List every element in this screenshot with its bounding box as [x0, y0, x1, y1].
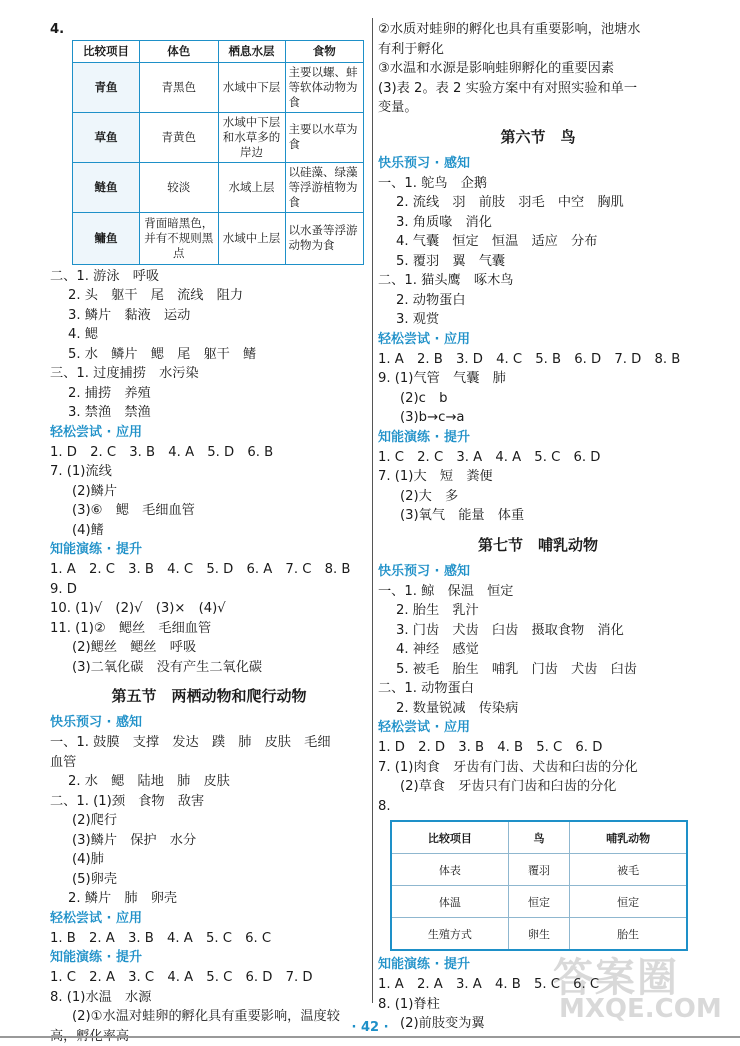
- answer-line: 1. C 2. A 3. C 4. A 5. C 6. D 7. D: [50, 968, 368, 988]
- answer-lines: [378, 738, 698, 816]
- answer-line: 3. 鳞片 黏液 运动: [50, 306, 368, 326]
- answer-line: 7. (1)肉食 牙齿有门齿、犬齿和臼齿的分化: [378, 758, 698, 778]
- answer-line: 9. (1)气管 气囊 肺: [378, 369, 698, 389]
- table-cell: 覆羽: [508, 854, 570, 886]
- table-cell: 主要以螺、蚌等软体动物为食: [285, 62, 364, 112]
- answer-line: 1. B 2. A 3. B 4. A 5. C 6. C: [50, 929, 368, 949]
- answer-line: 8. (1)脊柱: [378, 995, 698, 1015]
- table-cell: 以水蚤等浮游动物为食: [285, 212, 364, 264]
- table-row: [73, 212, 364, 264]
- table-cell: 被毛: [570, 854, 687, 886]
- section-title-birds: 第六节 鸟: [378, 122, 698, 152]
- answer-line: (2)①水温对蛙卵的孵化具有重要影响，温度较: [50, 1007, 368, 1027]
- table-cell: 水域中上层: [218, 212, 285, 264]
- table-cell: 体表: [391, 854, 508, 886]
- answer-line: 2. 流线 羽 前肢 羽毛 中空 胸肌: [378, 193, 698, 213]
- table-header-row: [391, 821, 687, 854]
- answer-line: 二、1. (1)颈 食物 敌害: [50, 792, 368, 812]
- answer-line: 7. (1)大 短 粪便: [378, 467, 698, 487]
- right-column: [378, 0, 698, 1034]
- answer-line: (3)二氧化碳 没有产生二氧化碳: [50, 658, 368, 678]
- bottom-rule: [0, 1036, 740, 1038]
- answer-line: 4. 鳃: [50, 325, 368, 345]
- answer-line: ③水温和水源是影响蛙卵孵化的重要因素: [378, 59, 698, 79]
- table-row: [391, 886, 687, 918]
- answer-line: (3)表 2。表 2 实验方案中有对照实验和单一: [378, 79, 698, 99]
- answer-line: 5. 覆羽 翼 气囊: [378, 252, 698, 272]
- table-cell: 卵生: [508, 918, 570, 951]
- answer-line: 11. (1)② 鳃丝 毛细血管: [50, 619, 368, 639]
- table-cell: 生殖方式: [391, 918, 508, 951]
- answer-lines: [378, 350, 698, 428]
- table-cell: 青黄色: [140, 112, 219, 162]
- table-row: [391, 854, 687, 886]
- answer-line: (3)鳞片 保护 水分: [50, 831, 368, 851]
- table-header-cell: 鸟: [508, 821, 570, 854]
- answer-line: 二、1. 游泳 呼吸: [50, 267, 368, 287]
- section-header-preview: 快乐预习 · 感知: [50, 713, 368, 733]
- answer-line: 变量。: [378, 98, 698, 118]
- answer-line: 一、1. 鸵鸟 企鹅: [378, 174, 698, 194]
- answer-line: (2)c b: [378, 389, 698, 409]
- table-row: [73, 62, 364, 112]
- column-divider: [372, 18, 373, 1003]
- section-header-preview: 快乐预习 · 感知: [378, 562, 698, 582]
- answer-line: 1. C 2. C 3. A 4. A 5. C 6. D: [378, 448, 698, 468]
- table-cell: 水域中下层: [218, 62, 285, 112]
- answer-line: (2)爬行: [50, 811, 368, 831]
- answer-line: (2)大 多: [378, 487, 698, 507]
- table-cell: 青鱼: [73, 62, 140, 112]
- table-cell: 恒定: [508, 886, 570, 918]
- table-header-cell: 体色: [140, 40, 219, 62]
- page-number: · 42 ·: [0, 1020, 740, 1035]
- table-cell: 主要以水草为食: [285, 112, 364, 162]
- answer-line: (2)草食 牙齿只有门齿和臼齿的分化: [378, 777, 698, 797]
- answer-line: 2. 动物蛋白: [378, 291, 698, 311]
- answer-line: 1. D 2. C 3. B 4. A 5. D 6. B: [50, 443, 368, 463]
- table-header-cell: 比较项目: [73, 40, 140, 62]
- table-cell: 背面暗黑色，并有不规则黑点: [140, 212, 219, 264]
- answer-line: 2. 胎生 乳汁: [378, 601, 698, 621]
- section-header-preview: 快乐预习 · 感知: [378, 154, 698, 174]
- watermark-logo: [545, 950, 720, 1028]
- answer-lines: [50, 267, 368, 423]
- answer-line: 有利于孵化: [378, 40, 698, 60]
- answer-line: 9. D: [50, 580, 368, 600]
- answer-lines: [378, 448, 698, 526]
- table-cell: 以硅藻、绿藻等浮游植物为食: [285, 162, 364, 212]
- answer-line: 5. 被毛 胎生 哺乳 门齿 犬齿 臼齿: [378, 660, 698, 680]
- table-cell: 恒定: [570, 886, 687, 918]
- table-header-cell: 哺乳动物: [570, 821, 687, 854]
- answer-line: 一、1. 鼓膜 支撑 发达 蹼 肺 皮肤 毛细: [50, 733, 368, 753]
- answer-line: (2)前肢变为翼: [378, 1014, 698, 1034]
- answer-line: (4)肺: [50, 850, 368, 870]
- section-header-try: 轻松尝试 · 应用: [378, 718, 698, 738]
- answer-line: 二、1. 猫头鹰 啄木鸟: [378, 271, 698, 291]
- answer-line: 2. 头 躯干 尾 流线 阻力: [50, 286, 368, 306]
- answer-line: 4. 气囊 恒定 恒温 适应 分布: [378, 232, 698, 252]
- section-header-practice: 知能演练 · 提升: [378, 428, 698, 448]
- answer-lines: [50, 733, 368, 909]
- table-cell: 胎生: [570, 918, 687, 951]
- answer-line: 三、1. 过度捕捞 水污染: [50, 364, 368, 384]
- table-cell: 体温: [391, 886, 508, 918]
- answer-line: 5. 水 鳞片 鳃 尾 躯干 鳍: [50, 345, 368, 365]
- answer-line: 1. A 2. C 3. B 4. C 5. D 6. A 7. C 8. B: [50, 560, 368, 580]
- table-header-row: [73, 40, 364, 62]
- answer-line: (2)鳞片: [50, 482, 368, 502]
- section-title-amphibians: 第五节 两栖动物和爬行动物: [50, 681, 368, 711]
- answer-line: 血管: [50, 753, 368, 773]
- table-cell: 草鱼: [73, 112, 140, 162]
- answer-line: 2. 数量锐减 传染病: [378, 699, 698, 719]
- watermark-text-en: MXQE.COM: [559, 994, 722, 1024]
- answer-line: ②水质对蛙卵的孵化也具有重要影响，池塘水: [378, 20, 698, 40]
- answer-lines: [378, 20, 698, 118]
- watermark-text-cn: 答案圈: [553, 946, 679, 1003]
- table-cell: 水域上层: [218, 162, 285, 212]
- answer-line: 一、1. 鲸 保温 恒定: [378, 582, 698, 602]
- answer-line: 1. A 2. B 3. D 4. C 5. B 6. D 7. D 8. B: [378, 350, 698, 370]
- answer-line: 4. 神经 感觉: [378, 640, 698, 660]
- answer-line: (3)氧气 能量 体重: [378, 506, 698, 526]
- section-header-practice: 知能演练 · 提升: [50, 540, 368, 560]
- answer-line: (2)鳃丝 鳃丝 呼吸: [50, 638, 368, 658]
- answer-line: (4)鳍: [50, 521, 368, 541]
- answer-line: (5)卵壳: [50, 870, 368, 890]
- table-cell: 青黑色: [140, 62, 219, 112]
- table-header-cell: 比较项目: [391, 821, 508, 854]
- answer-line: 1. A 2. A 3. A 4. B 5. C 6. C: [378, 975, 698, 995]
- section-title-mammals: 第七节 哺乳动物: [378, 530, 698, 560]
- question-4-label: 4.: [50, 20, 368, 40]
- answer-lines: [378, 582, 698, 719]
- section-header-practice: 知能演练 · 提升: [50, 948, 368, 968]
- table-cell: 鳙鱼: [73, 212, 140, 264]
- table-cell: 较淡: [140, 162, 219, 212]
- table-row: [73, 112, 364, 162]
- answer-line: 2. 捕捞 养殖: [50, 384, 368, 404]
- answer-lines: [50, 560, 368, 677]
- answer-lines: [50, 443, 368, 541]
- section-header-try: 轻松尝试 · 应用: [50, 909, 368, 929]
- left-column: [50, 0, 368, 1046]
- answer-line: (3)⑥ 鳃 毛细血管: [50, 501, 368, 521]
- answer-line: 8. (1)水温 水源: [50, 988, 368, 1008]
- bird-mammal-comparison-table: [390, 820, 688, 951]
- answer-line: 3. 观赏: [378, 310, 698, 330]
- answer-lines: [378, 174, 698, 330]
- answer-line: 1. D 2. D 3. B 4. B 5. C 6. D: [378, 738, 698, 758]
- answer-line: 二、1. 动物蛋白: [378, 679, 698, 699]
- table-header-cell: 栖息水层: [218, 40, 285, 62]
- answer-lines: [50, 929, 368, 949]
- fish-comparison-table: [72, 40, 364, 265]
- answer-line: 7. (1)流线: [50, 462, 368, 482]
- answer-line: 3. 门齿 犬齿 臼齿 摄取食物 消化: [378, 621, 698, 641]
- answer-line: 2. 鳞片 肺 卵壳: [50, 889, 368, 909]
- answer-line: 8.: [378, 797, 698, 817]
- table-header-cell: 食物: [285, 40, 364, 62]
- section-header-try: 轻松尝试 · 应用: [378, 330, 698, 350]
- table-row: [73, 162, 364, 212]
- section-header-try: 轻松尝试 · 应用: [50, 423, 368, 443]
- answer-line: 3. 禁渔 禁渔: [50, 403, 368, 423]
- answer-line: 2. 水 鳃 陆地 肺 皮肤: [50, 772, 368, 792]
- section-header-practice: 知能演练 · 提升: [378, 955, 698, 975]
- answer-line: 3. 角质喙 消化: [378, 213, 698, 233]
- table-cell: 水域中下层和水草多的岸边: [218, 112, 285, 162]
- answer-line: (3)b→c→a: [378, 408, 698, 428]
- answer-line: 10. (1)√ (2)√ (3)× (4)√: [50, 599, 368, 619]
- table-cell: 鲢鱼: [73, 162, 140, 212]
